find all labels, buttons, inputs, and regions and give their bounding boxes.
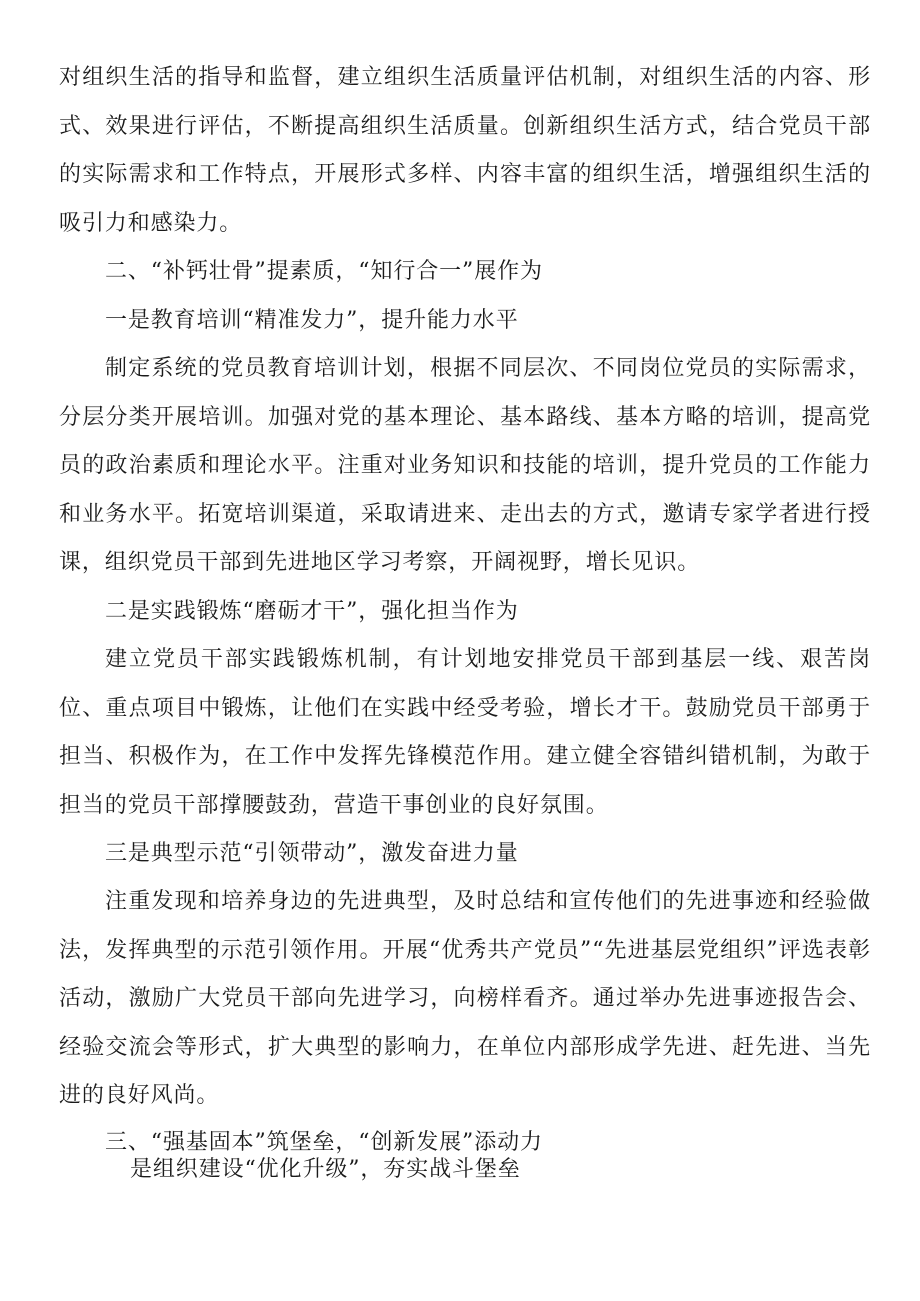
- section-heading-2: 二、“补钙壮骨”提素质，“知行合一”展作为: [105, 259, 543, 284]
- subheading-organization-building: 是组织建设“优化升级”，夯实战斗堡垒: [130, 1157, 521, 1182]
- section-heading-3: 三、“强基固本”筑堡垒，“创新发展”添动力: [105, 1130, 543, 1155]
- paragraph-organization-life: 对组织生活的指导和监督，建立组织生活质量评估机制，对组织生活的内容、形式、效果进行评估，不断提高组织生活质量。创新组织生活方式，结合党员干部的实际需求和工作特点，开展形式多样、内容丰富的组织生活，增强组织生活的吸引力和感染力。: [59, 65, 871, 236]
- paragraph-practice: 建立党员干部实践锻炼机制，有计划地安排党员干部到基层一线、艰苦岗位、重点项目中锻炼，让他们在实践中经受考验，增长才干。鼓励党员干部勇于担当、积极作为，在工作中发挥先锋模范作用。建立健全容错纠错机制，为敢于担当的党员干部撑腰鼓劲，营造干事创业的良好氛围。: [59, 647, 871, 818]
- paragraph-education-training: 制定系统的党员教育培训计划，根据不同层次、不同岗位党员的实际需求，分层分类开展培训。加强对党的基本理论、基本路线、基本方略的培训，提高党员的政治素质和理论水平。注重对业务知识和技能的培训，提升党员的工作能力和业务水平。拓宽培训渠道，采取请进来、走出去的方式，邀请专家学者进行授课，组织党员干部到先进地区学习考察，开阔视野，增长见识。: [59, 356, 871, 575]
- paragraph-model-demonstration: 注重发现和培养身边的先进典型，及时总结和宣传他们的先进事迹和经验做法，发挥典型的示范引领作用。开展“优秀共产党员”“先进基层党组织”评选表彰活动，激励广大党员干部向先进学习，向榜样看齐。通过举办先进事迹报告会、经验交流会等形式，扩大典型的影响力，在单位内部形成学先进、赶先进、当先进的良好风尚。: [59, 889, 871, 1108]
- subheading-education-training: 一是教育培训“精准发力”，提升能力水平: [105, 308, 519, 333]
- subheading-practice: 二是实践锻炼“磨砺才干”，强化担当作为: [105, 599, 519, 624]
- subheading-model-demonstration: 三是典型示范“引领带动”，激发奋进力量: [105, 841, 519, 866]
